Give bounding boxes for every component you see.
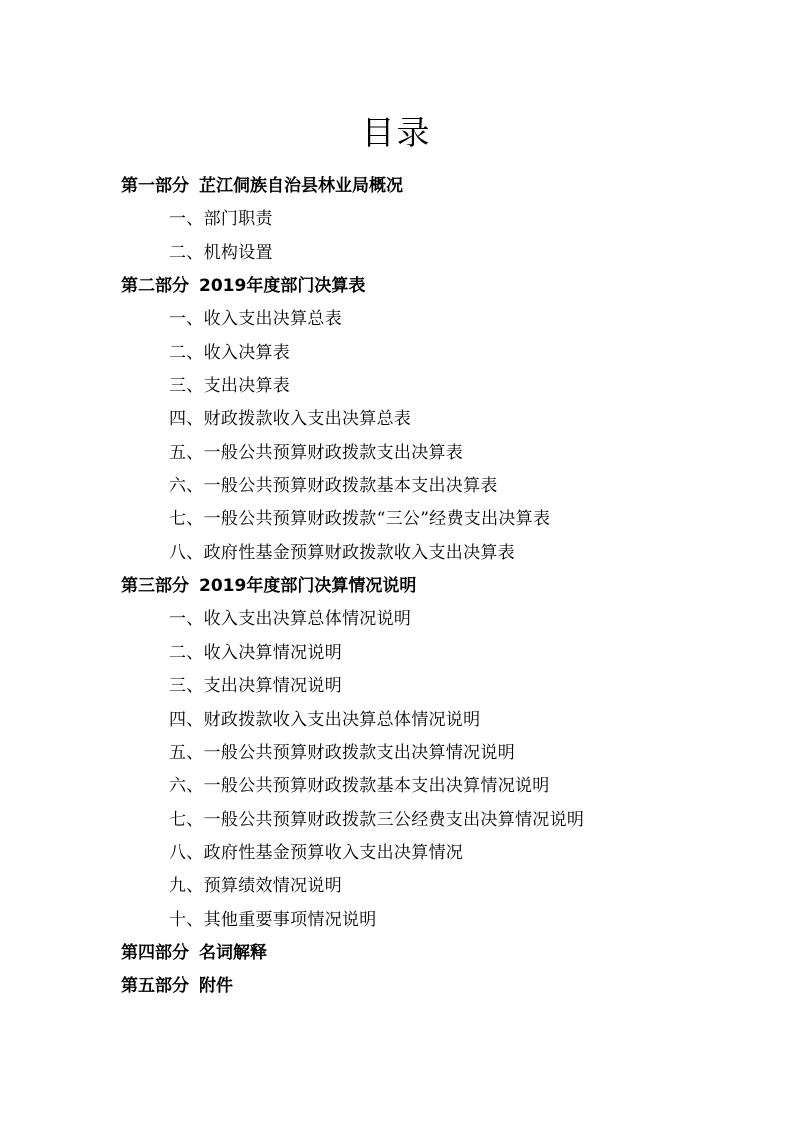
toc-part-heading[interactable] xyxy=(121,570,741,603)
toc-part-title: 名词解释 xyxy=(199,942,267,963)
toc-item[interactable]: 五、一般公共预算财政拨款支出决算表 xyxy=(169,442,464,463)
page-title: 目录 xyxy=(361,113,432,153)
toc-item[interactable]: 六、一般公共预算财政拨款基本支出决算表 xyxy=(169,476,498,497)
toc-item[interactable]: 一、收入支出决算总体情况说明 xyxy=(169,609,412,630)
toc-part-number: 第五部分 xyxy=(121,976,189,997)
toc-part-heading[interactable] xyxy=(121,270,741,303)
toc-item[interactable]: 二、机构设置 xyxy=(169,242,273,263)
toc-item[interactable]: 三、支出决算情况说明 xyxy=(169,676,342,697)
toc-part-title: 2019年度部门决算情况说明 xyxy=(199,576,417,597)
toc-item[interactable]: 八、政府性基金预算收入支出决算情况 xyxy=(169,842,464,863)
toc-item[interactable]: 二、收入决算情况说明 xyxy=(169,642,342,663)
toc-item[interactable]: 一、收入支出决算总表 xyxy=(169,309,342,330)
toc-item[interactable]: 五、一般公共预算财政拨款支出决算情况说明 xyxy=(169,742,515,763)
toc-item[interactable]: 六、一般公共预算财政拨款基本支出决算情况说明 xyxy=(169,776,550,797)
table-of-contents xyxy=(121,170,741,1004)
toc-part-title: 附件 xyxy=(199,976,233,997)
toc-part-number: 第三部分 xyxy=(121,576,189,597)
toc-item[interactable]: 八、政府性基金预算财政拨款收入支出决算表 xyxy=(169,542,515,563)
toc-item[interactable]: 三、支出决算表 xyxy=(169,376,291,397)
toc-item[interactable]: 四、财政拨款收入支出决算总表 xyxy=(169,409,412,430)
toc-item[interactable]: 四、财政拨款收入支出决算总体情况说明 xyxy=(169,709,481,730)
toc-part-heading[interactable] xyxy=(121,937,741,970)
toc-item[interactable]: 二、收入决算表 xyxy=(169,342,291,363)
toc-part-heading[interactable] xyxy=(121,970,741,1003)
toc-part-heading[interactable] xyxy=(121,170,741,203)
toc-part-title: 芷江侗族自治县林业局概况 xyxy=(199,176,403,196)
toc-part-title: 2019年度部门决算表 xyxy=(199,276,366,297)
toc-item[interactable]: 九、预算绩效情况说明 xyxy=(169,876,342,897)
toc-part-number: 第二部分 xyxy=(121,276,189,297)
toc-part-number: 第四部分 xyxy=(121,942,189,963)
toc-item[interactable]: 一、部门职责 xyxy=(169,209,273,230)
toc-item[interactable]: 十、其他重要事项情况说明 xyxy=(169,909,377,930)
toc-item[interactable]: 七、一般公共预算财政拨款三公经费支出决算情况说明 xyxy=(169,809,585,830)
toc-part-number: 第一部分 xyxy=(121,176,189,196)
toc-item[interactable]: 七、一般公共预算财政拨款“三公”经费支出决算表 xyxy=(169,509,551,530)
